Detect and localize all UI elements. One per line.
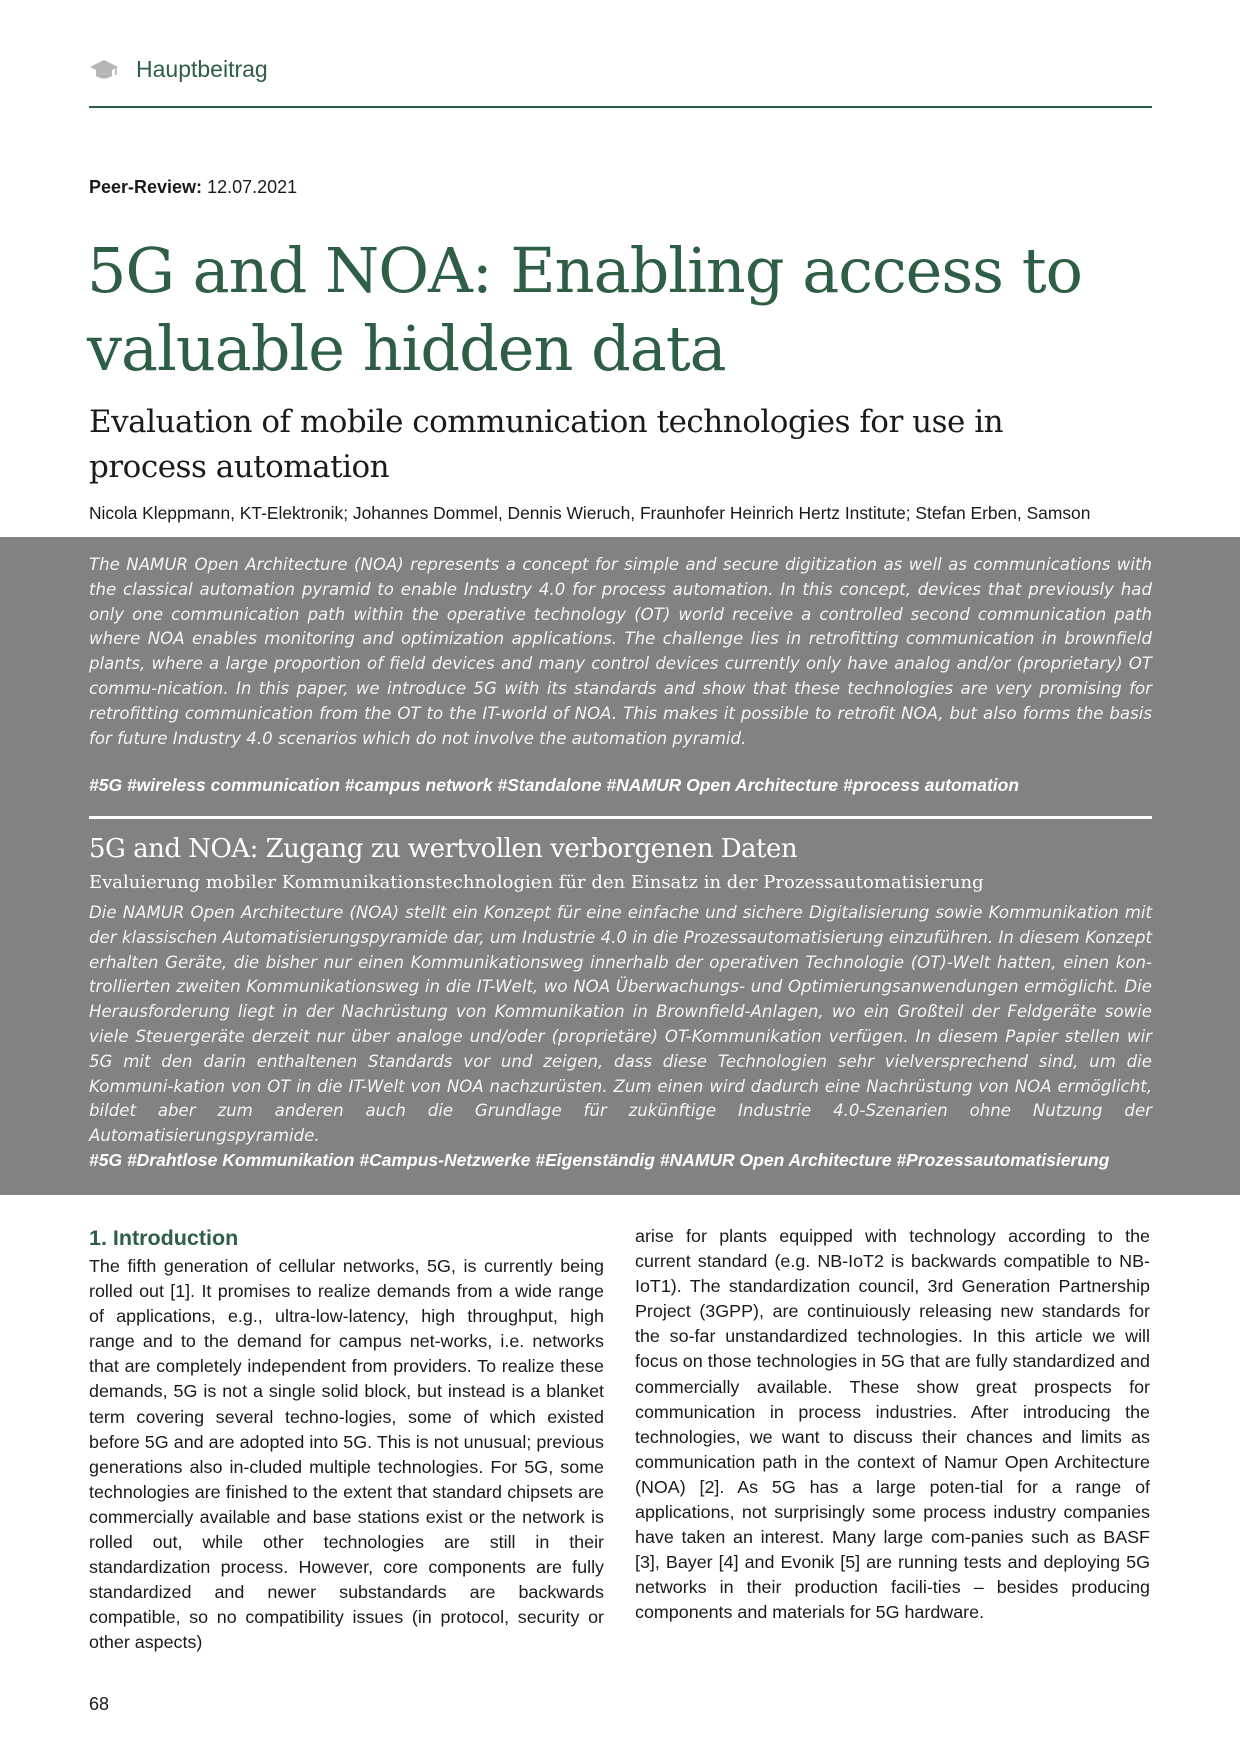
intro-paragraph-left: The fifth generation of cellular networks, 5G, is currently being rolled out [1]. It promises to realize demands from a wide range of applications, e.g., ultra-low-latency, high throughput, high range and to the demand for campus net-works, i.e. networks that are completely independent from providers. To realize these demands, 5G is not a single solid block, but instead is a blanket term covering several techno-logies, some of which existed before 5G and are adopted into 5G. This is not unusual; previous generations also in-cluded multiple technologies. For 5G, some technologies are finished to the extent that standard chipsets are commercially available and base stations exist or the network is rolled out, while other technologies are still in their standardization process. However, core components are fully standardized and newer substandards are backwards compatible, so no compatibility issues (in protocol, security or other aspects) [89,1256,604,1653]
article-subtitle: Evaluation of mobile communication technologies for use in process automation [89,404,1004,485]
keywords-german: #5G #Drahtlose Kommunikation #Campus-Netzwerke #Eigenständig #NAMUR Open Architecture #Prozessautomatisierung [89,1150,1110,1170]
graduation-cap-icon [89,58,119,82]
intro-paragraph-right: arise for plants equipped with technology according to the current standard (e.g. NB-IoT2 is backwards compatible to NB-IoT1). The standardization council, 3rd Generation Partnership Project (3GPP), are continuiously releasing new standards for the so-far unstandardized technologies. In this article we will focus on those technologies in 5G that are fully standardized and commercially available. These show great prospects for communication in process industries. After introducing the technologies, we want to discuss their chances and limits as communication path in the context of Namur Open Architecture (NOA) [2]. As 5G has a large poten-tial for a range of applications, not surprisingly some process industry companies have taken an interest. Many large com-panies such as BASF [3], Bayer [4] and Evonik [5] are running tests and deploying 5G networks in their production facili-ties – besides producing components and materials for 5G hardware. [635,1226,1150,1623]
abstract-german: Die NAMUR Open Architecture (NOA) stellt ein Konzept für eine einfache und sichere Digitalisierung sowie Kommunikation mit der klassischen Automatisierungspyramide dar, um Industrie 4.0 in die Prozessautomatisierung einzuführen. In diesem Konzept erhalten Geräte, die bisher nur einen Kommunikationsweg innerhalb der operativen Technologie (OT)-Welt hatten, einen kon-trollierten zweiten Kommunikationsweg in die IT-Welt, wo NOA Überwachungs- und Optimierungsanwendungen ermöglicht. Die Herausforderung liegt in der Nachrüstung von Kommunikation in Brownfield-Anlagen, wo ein Großteil der Feldgeräte sowie viele Steuergeräte derzeit nur über analoge und/oder (proprietäre) OT-Kommunikation verfügen. In diesem Papier stellen wir 5G mit den darin enthaltenen Standards vor und zeigen, dass diese Technologien sehr vielversprechend sind, um die Kommuni-kation von OT in die IT-Welt von NOA nachzurüsten. Zum einen wird dadurch eine Nachrüstung von NOA ermöglicht, bildet aber zum anderen auch die Grundlage für zukünftige Industrie 4.0-Szenarien ohne Nutzung der Automatisierungspyramide. [89,903,1152,1146]
peer-review-line [89,177,297,198]
article-title: 5G and NOA: Enabling access to valuable hidden data [87,234,1082,385]
section-heading: 1. Introduction [89,1226,239,1250]
body-column-right [635,1224,1150,1626]
page-number: 68 [89,1694,110,1714]
page-header [89,54,1152,108]
peer-review-label: Peer-Review: [89,177,203,197]
peer-review-date: 12.07.2021 [207,177,298,197]
body-column-left [89,1224,604,1656]
abstract-english: The NAMUR Open Architecture (NOA) represents a concept for simple and secure digitization as well as communications with the classical automation pyramid to enable Industry 4.0 for process automation. In this concept, devices that previously had only one communication path within the operative technology (OT) world receive a controlled second communication path where NOA enables monitoring and optimization applications. The challenge lies in retrofitting communication in brownfield plants, where a large proportion of field devices and many control devices currently only have analog and/or (proprietary) OT commu-nication. In this paper, we introduce 5G with its standards and show that these technologies are very promising for retrofitting communication from the OT to the IT-world of NOA. This makes it possible to retrofit NOA, but also forms the basis for future Industry 4.0 scenarios which do not involve the automation pyramid. [89,555,1152,748]
author-list: Nicola Kleppmann, KT-Elektronik; Johannes Dommel, Dennis Wieruch, Fraunhofer Heinrich Hertz Institute; Stefan Erben, Samson [89,503,1091,523]
section-label: Hauptbeitrag [136,56,268,82]
abstract-divider [89,816,1152,819]
german-subtitle: Evaluierung mobiler Kommunikationstechnologien für den Einsatz in der Prozessautomatisierung [89,872,984,893]
keywords-english: #5G #wireless communication #campus network #Standalone #NAMUR Open Architecture #process automation [89,775,1020,795]
german-title: 5G and NOA: Zugang zu wertvollen verborgenen Daten [89,834,798,864]
